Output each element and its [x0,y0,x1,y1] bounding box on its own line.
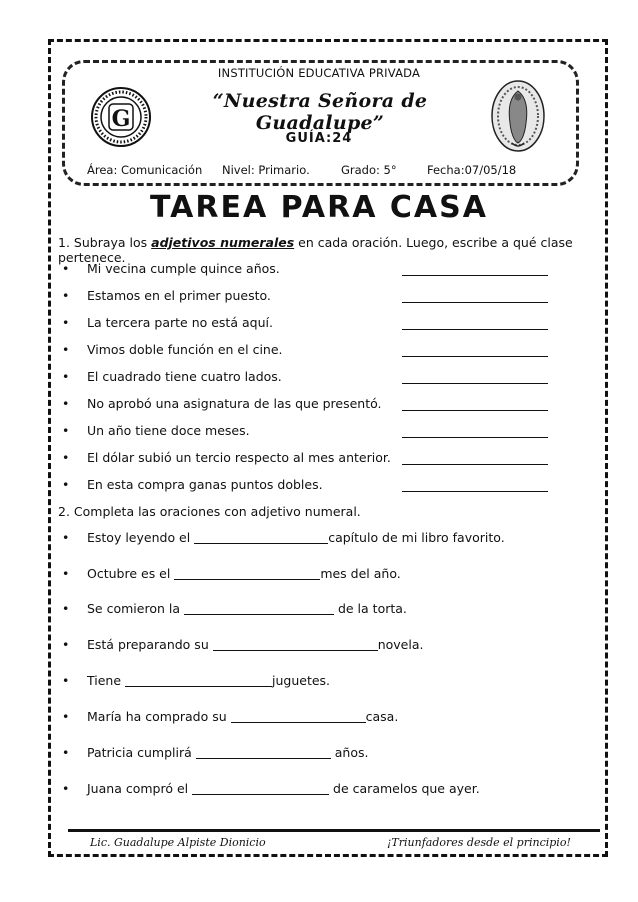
q2-item-before: Octubre es el [87,566,175,581]
bullet-icon: • [62,637,70,652]
question-1-emphasis: adjetivos numerales [151,235,295,250]
answer-line[interactable] [402,437,548,438]
answer-line[interactable] [402,275,548,276]
q2-item [62,745,368,760]
q2-item-before: Juana compró el [87,781,193,796]
fill-blank[interactable] [213,638,378,651]
answer-line[interactable] [402,383,548,384]
bullet-icon: • [62,342,70,357]
q2-item [62,709,398,724]
bullet-icon: • [62,781,70,796]
q2-item-after: mes del año. [320,566,401,581]
fill-blank[interactable] [125,674,272,687]
fill-blank[interactable] [184,602,334,615]
bullet-icon: • [62,477,70,492]
q2-item [62,601,407,616]
q1-item-text: Vimos doble función en el cine. [87,342,283,357]
bullet-icon: • [62,315,70,330]
question-2: 2. Completa las oraciones con adjetivo numeral. [58,504,361,519]
answer-line[interactable] [402,491,548,492]
q2-item-before: María ha comprado su [87,709,231,724]
q2-item-before: Patricia cumplirá [87,745,196,760]
q1-item [62,261,280,276]
question-1: 1. Subraya los adjetivos numerales en cada oración. Luego, escribe a qué clase pertenece. [58,235,573,265]
bullet-icon: • [62,288,70,303]
q2-item [62,566,401,581]
page-title: TAREA PARA CASA [150,190,488,225]
fill-blank[interactable] [231,710,366,723]
footer-rule [68,829,600,832]
guide-number: GUÍA:24 [285,131,353,146]
q1-item [62,288,271,303]
q2-item-after: casa. [365,709,399,724]
area-label: Área: Comunicación [87,163,203,177]
q2-item-after: de caramelos que ayer. [329,781,480,796]
q2-item [62,530,505,545]
q1-item-text: No aprobó una asignatura de las que presentó. [87,396,382,411]
fill-blank[interactable] [194,531,328,544]
q2-item [62,673,330,688]
answer-line[interactable] [402,302,548,303]
q1-item [62,342,283,357]
q2-item [62,637,423,652]
school-name: “Nuestra Señora de Guadalupe” [212,90,428,134]
q1-item-text: En esta compra ganas puntos dobles. [87,477,323,492]
fill-blank[interactable] [192,782,329,795]
bullet-icon: • [62,601,70,616]
fill-blank[interactable] [174,567,320,580]
q1-item [62,450,391,465]
answer-line[interactable] [402,464,548,465]
q2-item-before: Tiene [87,673,126,688]
q1-item-text: La tercera parte no está aquí. [87,315,273,330]
date-label: Fecha:07/05/18 [427,163,517,177]
q2-item-before: Se comieron la [87,601,184,616]
bullet-icon: • [62,530,70,545]
bullet-icon: • [62,396,70,411]
bullet-icon: • [62,673,70,688]
answer-line[interactable] [402,329,548,330]
q2-item [62,781,480,796]
answer-line[interactable] [402,410,548,411]
bullet-icon: • [62,261,70,276]
q1-item-text: El dólar subió un tercio respecto al mes anterior. [87,450,391,465]
q2-item-before: Estoy leyendo el [87,530,195,545]
bullet-icon: • [62,709,70,724]
q1-item-text: El cuadrado tiene cuatro lados. [87,369,282,384]
level-label: Nivel: Primario. [222,163,310,177]
q2-item-after: de la torta. [333,601,407,616]
footer-motto: ¡Triunfadores desde el principio! [387,836,571,849]
q1-item-text: Estamos en el primer puesto. [87,288,271,303]
bullet-icon: • [62,369,70,384]
q1-item-text: Mi vecina cumple quince años. [87,261,280,276]
q2-item-after: novela. [377,637,424,652]
q1-item [62,423,250,438]
q1-item [62,369,282,384]
institution-label: INSTITUCIÓN EDUCATIVA PRIVADA [217,66,421,80]
footer-author: Lic. Guadalupe Alpiste Dionicio [90,836,266,849]
q1-item [62,477,323,492]
q2-item-after: juguetes. [272,673,331,688]
answer-line[interactable] [402,356,548,357]
bullet-icon: • [62,566,70,581]
bullet-icon: • [62,745,70,760]
bullet-icon: • [62,450,70,465]
grade-label: Grado: 5° [341,163,397,177]
logo-letter: G [111,106,131,132]
q1-item [62,396,382,411]
bullet-icon: • [62,423,70,438]
q2-item-before: Está preparando su [87,637,213,652]
q1-item [62,315,273,330]
q2-item-after: años. [330,745,369,760]
q1-item-text: Un año tiene doce meses. [87,423,250,438]
fill-blank[interactable] [196,746,331,759]
q2-item-after: capítulo de mi libro favorito. [328,530,505,545]
